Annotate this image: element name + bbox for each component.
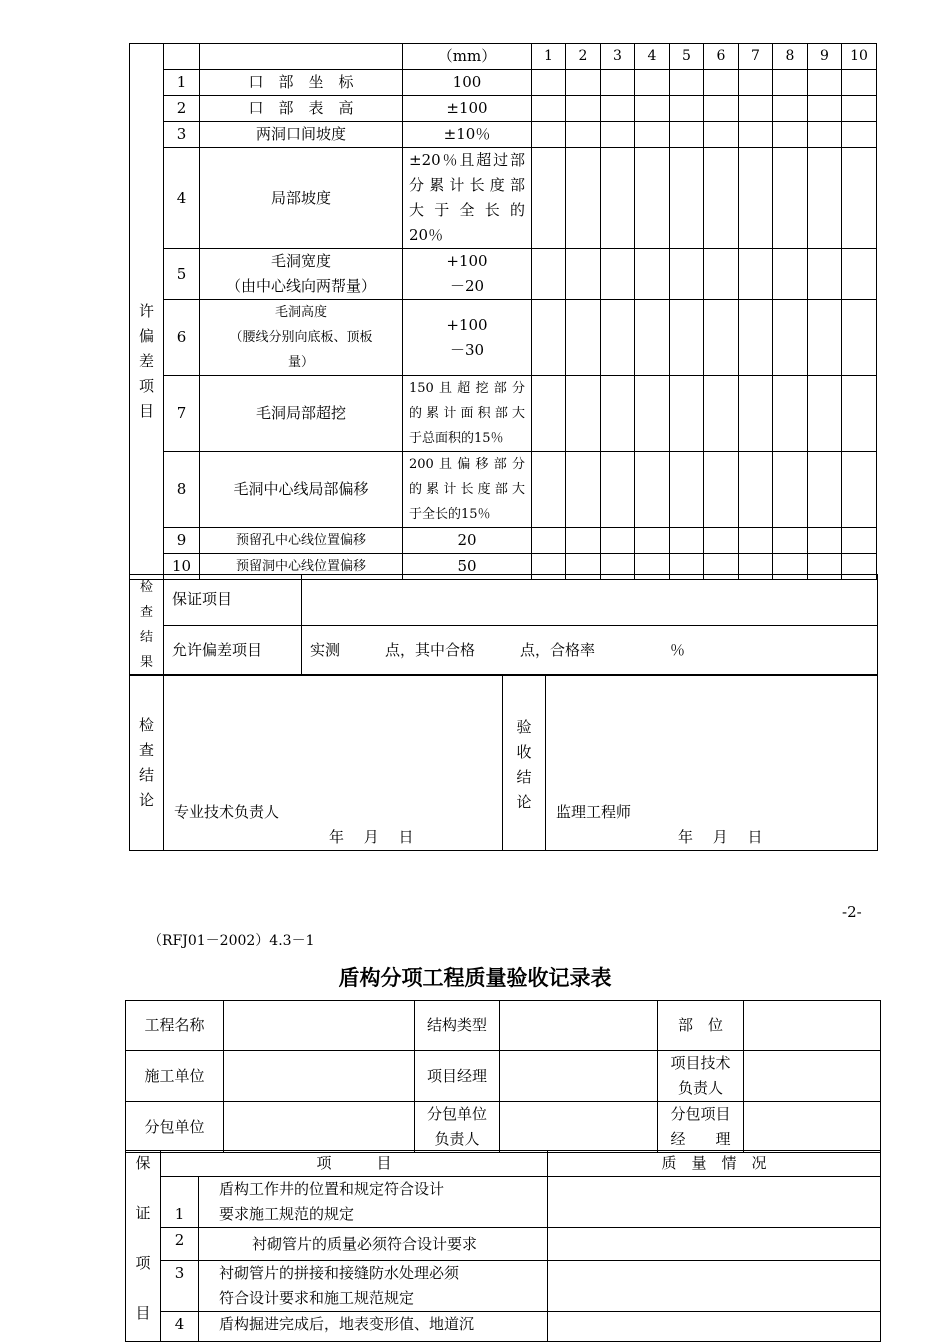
- tech-lead-line1: 项目技术: [670, 1054, 731, 1072]
- table-row: 1 口 部 坐 标 100: [130, 70, 877, 96]
- header-quality: 质 量 情 况: [548, 1151, 881, 1177]
- tech-lead-line2: 负责人: [677, 1079, 723, 1097]
- tolerance-table: [129, 43, 877, 580]
- tech-person-label: 专业技术负责人: [174, 803, 280, 821]
- form-code: （RFJ01－2002）4.3－1: [148, 933, 315, 949]
- side-label-accept-conclusion: 验 收 结 论: [503, 675, 546, 851]
- col-header: 10: [842, 44, 877, 70]
- side-label-check-result: 检 查 结 果: [130, 575, 164, 676]
- table-row: 6 毛洞高度 （腰线分别向底板、顶板 量） +100 －30: [130, 300, 877, 376]
- side-label-check-conclusion: 检 查 结 论: [130, 675, 164, 851]
- check-result-table: [129, 574, 878, 676]
- table-row: 4 局部坡度 ±20％且超过部 分累计长度部 大于全长的 20％: [130, 148, 877, 249]
- page-title: 盾构分项工程质量验收记录表: [338, 965, 612, 990]
- table-row: 2 口 部 表 高 ±100: [130, 96, 877, 122]
- side-label-allowable: 许 偏 差 项 目: [130, 44, 164, 580]
- table-row: 10 预留洞中心线位置偏移 50: [130, 554, 877, 580]
- col-header: 6: [704, 44, 739, 70]
- header-item: 项 目: [161, 1151, 548, 1177]
- allowable-label: 允许偏差项目: [164, 625, 302, 676]
- col-header: 3: [601, 44, 635, 70]
- guarantee-label: 保证项目: [164, 575, 302, 626]
- page-number: -2-: [842, 903, 862, 921]
- conclusion-table: [129, 674, 878, 851]
- measured-text: 实测 点，其中合格 点，合格率 ％: [302, 625, 878, 676]
- table-row: 9 预留孔中心线位置偏移 20: [130, 528, 877, 554]
- guarantee-table: 保 证 项 目 项 目 质 量 情 况 1 盾构工作井的位置和规定符合设计 要求施工规范的规定 2 衬砌管片的质量必须符合设计要求 3 衬砌管片的拼接和接缝防水处理必须 符合设计要求和施工规范规定 4 盾构掘进完成后，地表变形值、地道沉: [125, 1150, 881, 1342]
- col-header: 4: [635, 44, 670, 70]
- col-header: 2: [566, 44, 601, 70]
- col-header: 7: [739, 44, 773, 70]
- header-row: [130, 44, 877, 70]
- date-right: 年 月 日: [678, 828, 763, 846]
- col-header: 8: [773, 44, 808, 70]
- table-row: 7 毛洞局部超挖 150且超挖部分 的累计面积部大 于总面积的15％: [130, 376, 877, 452]
- col-header: 1: [532, 44, 566, 70]
- table-row: 3 两洞口间坡度 ±10％: [130, 122, 877, 148]
- col-header: 9: [808, 44, 842, 70]
- date-left: 年 月 日: [329, 828, 414, 846]
- table-row: 5 毛洞宽度 （由中心线向两帮量） +100 －20: [130, 249, 877, 300]
- col-header: 5: [670, 44, 704, 70]
- project-info-table: 工程名称 结构类型 部 位 施工单位 项目经理 项目技术 负责人 分包单位 分包单位 负责人 分包项目 经 理: [125, 1000, 881, 1153]
- unit-header: （mm）: [403, 44, 532, 70]
- supervisor-label: 监理工程师: [556, 803, 632, 821]
- side-label-guarantee: 保 证 项 目: [126, 1151, 161, 1342]
- table-row: 8 毛洞中心线局部偏移 200且偏移部分 的累计长度部大 于全长的15％: [130, 452, 877, 528]
